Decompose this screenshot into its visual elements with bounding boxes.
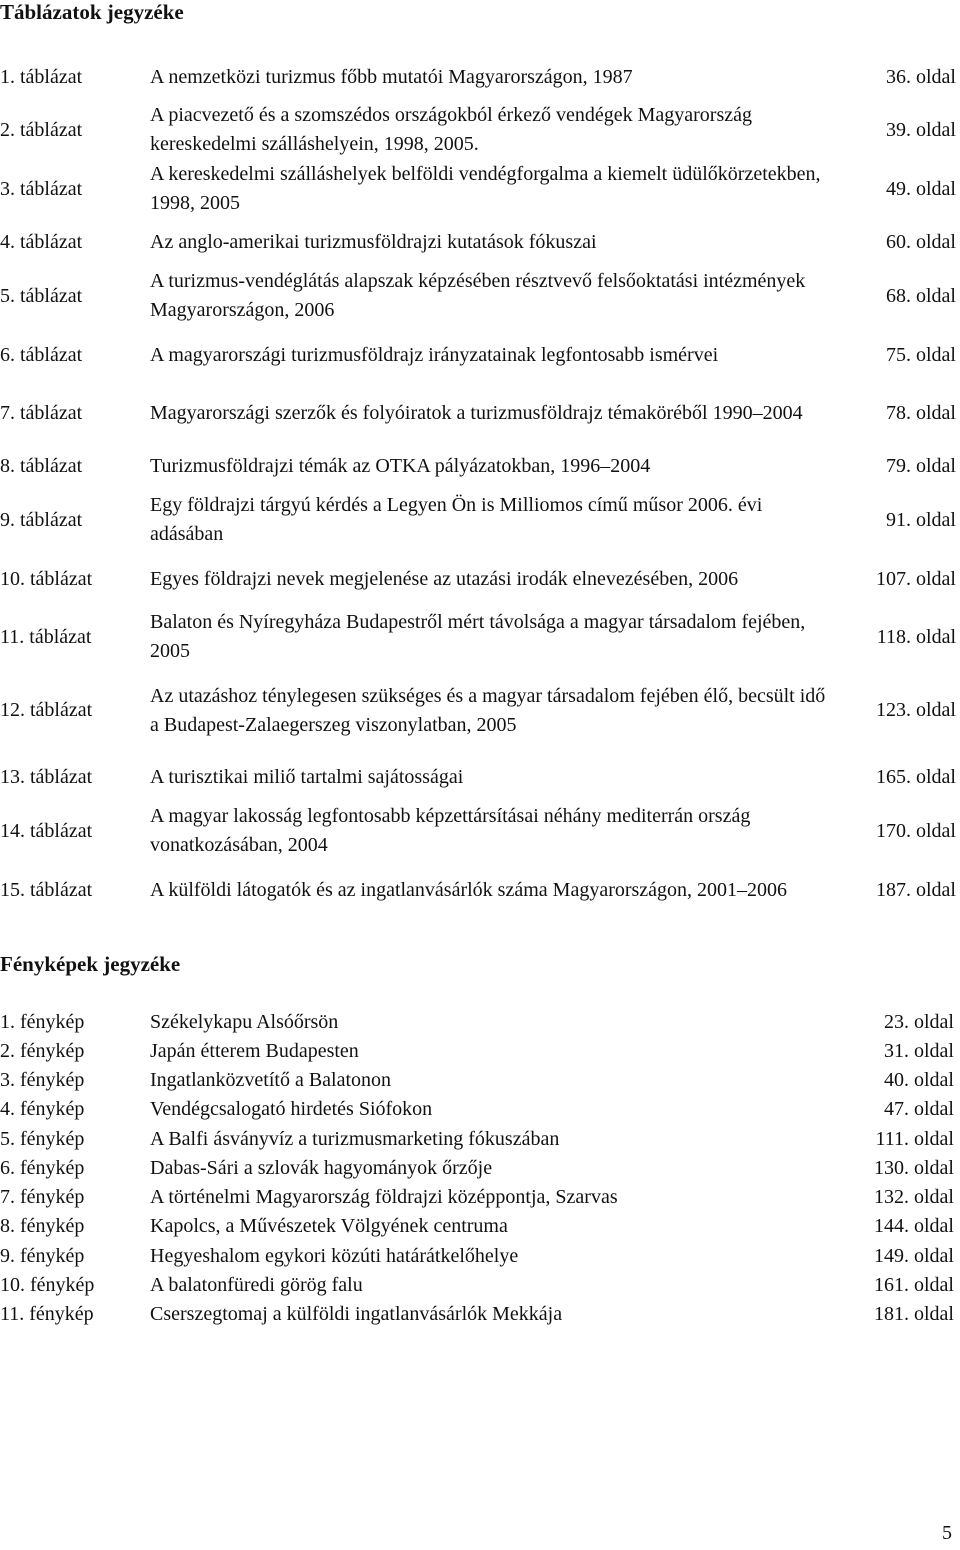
photo-row [0, 1037, 954, 1067]
photo-page: 130. oldal [874, 1157, 954, 1179]
table-row [0, 228, 960, 257]
table-row [0, 802, 960, 860]
table-row [0, 667, 960, 754]
table-label: 7. táblázat [0, 401, 83, 424]
photo-row [0, 1212, 954, 1242]
photo-title: Székelykapu Alsóőrsön [150, 1011, 339, 1033]
photo-label: 1. fénykép [0, 1011, 85, 1033]
table-title: A turisztikai miliő tartalmi sajátosságai [150, 766, 464, 788]
table-page: 39. oldal [886, 118, 956, 141]
table-title: Egyes földrajzi nevek megjelenése az utazási irodák elnevezésében, 2006 [150, 567, 739, 590]
table-title: A magyarországi turizmusföldrajz irányzatainak legfontosabb ismérvei [150, 343, 719, 366]
table-page: 123. oldal [876, 699, 956, 721]
table-page: 75. oldal [886, 343, 956, 366]
table-title: Egy földrajzi tárgyú kérdés a Legyen Ön is Milliomos című műsor 2006. évi adásában [150, 494, 763, 545]
table-page: 79. oldal [886, 455, 956, 477]
photo-label: 4. fénykép [0, 1098, 85, 1120]
photo-row [0, 1125, 954, 1155]
table-row [0, 101, 960, 159]
photo-label: 8. fénykép [0, 1215, 85, 1237]
photo-title: Cserszegtomaj a külföldi ingatlanvásárlók Mekkája [150, 1303, 563, 1325]
table-page: 118. oldal [876, 625, 956, 648]
photo-label: 6. fénykép [0, 1157, 85, 1179]
photo-label: 9. fénykép [0, 1245, 85, 1267]
tables-heading: Táblázatok jegyzéke [0, 0, 184, 24]
table-title: A külföldi látogatók és az ingatlanvásárlók száma Magyarországon, 2001–2006 [150, 878, 788, 901]
table-label: 12. táblázat [0, 699, 93, 721]
table-page: 78. oldal [886, 401, 956, 424]
photo-title: A balatonfüredi görög falu [150, 1274, 363, 1296]
table-page: 107. oldal [876, 567, 956, 590]
table-title: Az anglo-amerikai turizmusföldrajzi kutatások fókuszai [150, 231, 597, 253]
table-page: 165. oldal [876, 766, 956, 788]
table-title: A magyar lakosság legfontosabb képzettársításai néhány mediterrán ország vonatkozásában, 2004 [150, 805, 751, 856]
table-label: 8. táblázat [0, 455, 83, 477]
photo-label: 2. fénykép [0, 1040, 85, 1062]
photo-label: 11. fénykép [0, 1303, 94, 1325]
table-title: Magyarországi szerzők és folyóiratok a turizmusföldrajz témaköréből 1990–2004 [150, 401, 803, 424]
photo-label: 7. fénykép [0, 1186, 85, 1208]
table-label: 4. táblázat [0, 231, 83, 253]
table-page: 36. oldal [886, 66, 956, 88]
page-number: 5 [942, 1522, 952, 1544]
photo-label: 10. fénykép [0, 1274, 95, 1296]
photo-title: Kapolcs, a Művészetek Völgyének centruma [150, 1215, 508, 1237]
photo-title: A történelmi Magyarország földrajzi középpontja, Szarvas [150, 1186, 618, 1208]
table-row [0, 267, 960, 325]
table-title: A nemzetközi turizmus főbb mutatói Magyarországon, 1987 [150, 66, 633, 88]
table-row [0, 160, 960, 218]
table-label: 5. táblázat [0, 284, 83, 307]
table-page: 60. oldal [886, 231, 956, 253]
photo-page: 111. oldal [875, 1128, 954, 1150]
table-row [0, 763, 960, 792]
table-label: 1. táblázat [0, 66, 83, 88]
table-page: 49. oldal [886, 177, 956, 200]
photo-page: 132. oldal [874, 1186, 954, 1208]
table-label: 6. táblázat [0, 343, 83, 366]
table-page: 68. oldal [886, 284, 956, 307]
photo-title: A Balfi ásványvíz a turizmusmarketing fókuszában [150, 1128, 560, 1150]
table-row [0, 384, 960, 442]
photo-label: 5. fénykép [0, 1128, 85, 1150]
photo-row [0, 1242, 954, 1272]
table-row [0, 452, 960, 481]
photo-page: 161. oldal [874, 1274, 954, 1296]
table-label: 14. táblázat [0, 819, 93, 842]
photo-title: Ingatlanközvetítő a Balatonon [150, 1069, 392, 1091]
table-label: 9. táblázat [0, 508, 83, 531]
table-row [0, 491, 960, 549]
table-title: Balaton és Nyíregyháza Budapestről mért távolsága a magyar társadalom fejében, 2005 [150, 611, 806, 662]
table-title: Turizmusföldrajzi témák az OTKA pályázatokban, 1996–2004 [150, 455, 651, 477]
table-label: 13. táblázat [0, 766, 93, 788]
table-label: 2. táblázat [0, 118, 83, 141]
table-row [0, 608, 960, 666]
table-label: 15. táblázat [0, 878, 93, 901]
photo-title: Dabas-Sári a szlovák hagyományok őrzője [150, 1157, 493, 1179]
photo-row [0, 1271, 954, 1301]
table-label: 3. táblázat [0, 177, 83, 200]
photo-title: Hegyeshalom egykori közúti határátkelőhelye [150, 1245, 519, 1267]
photo-row [0, 1183, 954, 1213]
table-page: 170. oldal [876, 819, 956, 842]
photo-page: 31. oldal [884, 1040, 954, 1062]
photo-row [0, 1154, 954, 1184]
photo-row [0, 1008, 954, 1038]
photo-page: 40. oldal [884, 1069, 954, 1091]
table-title: Az utazáshoz ténylegesen szükséges és a magyar társadalom fejében élő, becsült idő a Budapest-Zalaegerszeg viszonylatban, 2005 [150, 684, 826, 736]
table-label: 11. táblázat [0, 625, 92, 648]
photo-page: 144. oldal [874, 1215, 954, 1237]
table-row [0, 326, 960, 384]
photo-page: 149. oldal [874, 1245, 954, 1267]
table-title: A kereskedelmi szálláshelyek belföldi vendégforgalma a kiemelt üdülőkörzetekben, 1998, 2005 [150, 163, 821, 214]
photo-page: 23. oldal [884, 1011, 954, 1033]
table-page: 91. oldal [886, 508, 956, 531]
photo-row [0, 1066, 954, 1096]
photo-title: Japán étterem Budapesten [150, 1040, 359, 1062]
photo-page: 181. oldal [874, 1303, 954, 1325]
table-page: 187. oldal [876, 878, 956, 901]
table-row [0, 63, 960, 92]
table-title: A turizmus-vendéglátás alapszak képzésében résztvevő felsőoktatási intézmények Magyarországon, 2006 [150, 270, 806, 321]
photo-row [0, 1300, 954, 1330]
table-title: A piacvezető és a szomszédos országokból érkező vendégek Magyarország kereskedelmi szálláshelyein, 1998, 2005. [150, 104, 752, 155]
table-row [0, 861, 960, 919]
table-label: 10. táblázat [0, 567, 93, 590]
photo-label: 3. fénykép [0, 1069, 85, 1091]
photos-heading: Fényképek jegyzéke [0, 952, 181, 976]
table-row [0, 550, 960, 608]
photo-title: Vendégcsalogató hirdetés Siófokon [150, 1098, 433, 1120]
photo-page: 47. oldal [884, 1098, 954, 1120]
photo-row [0, 1095, 954, 1125]
